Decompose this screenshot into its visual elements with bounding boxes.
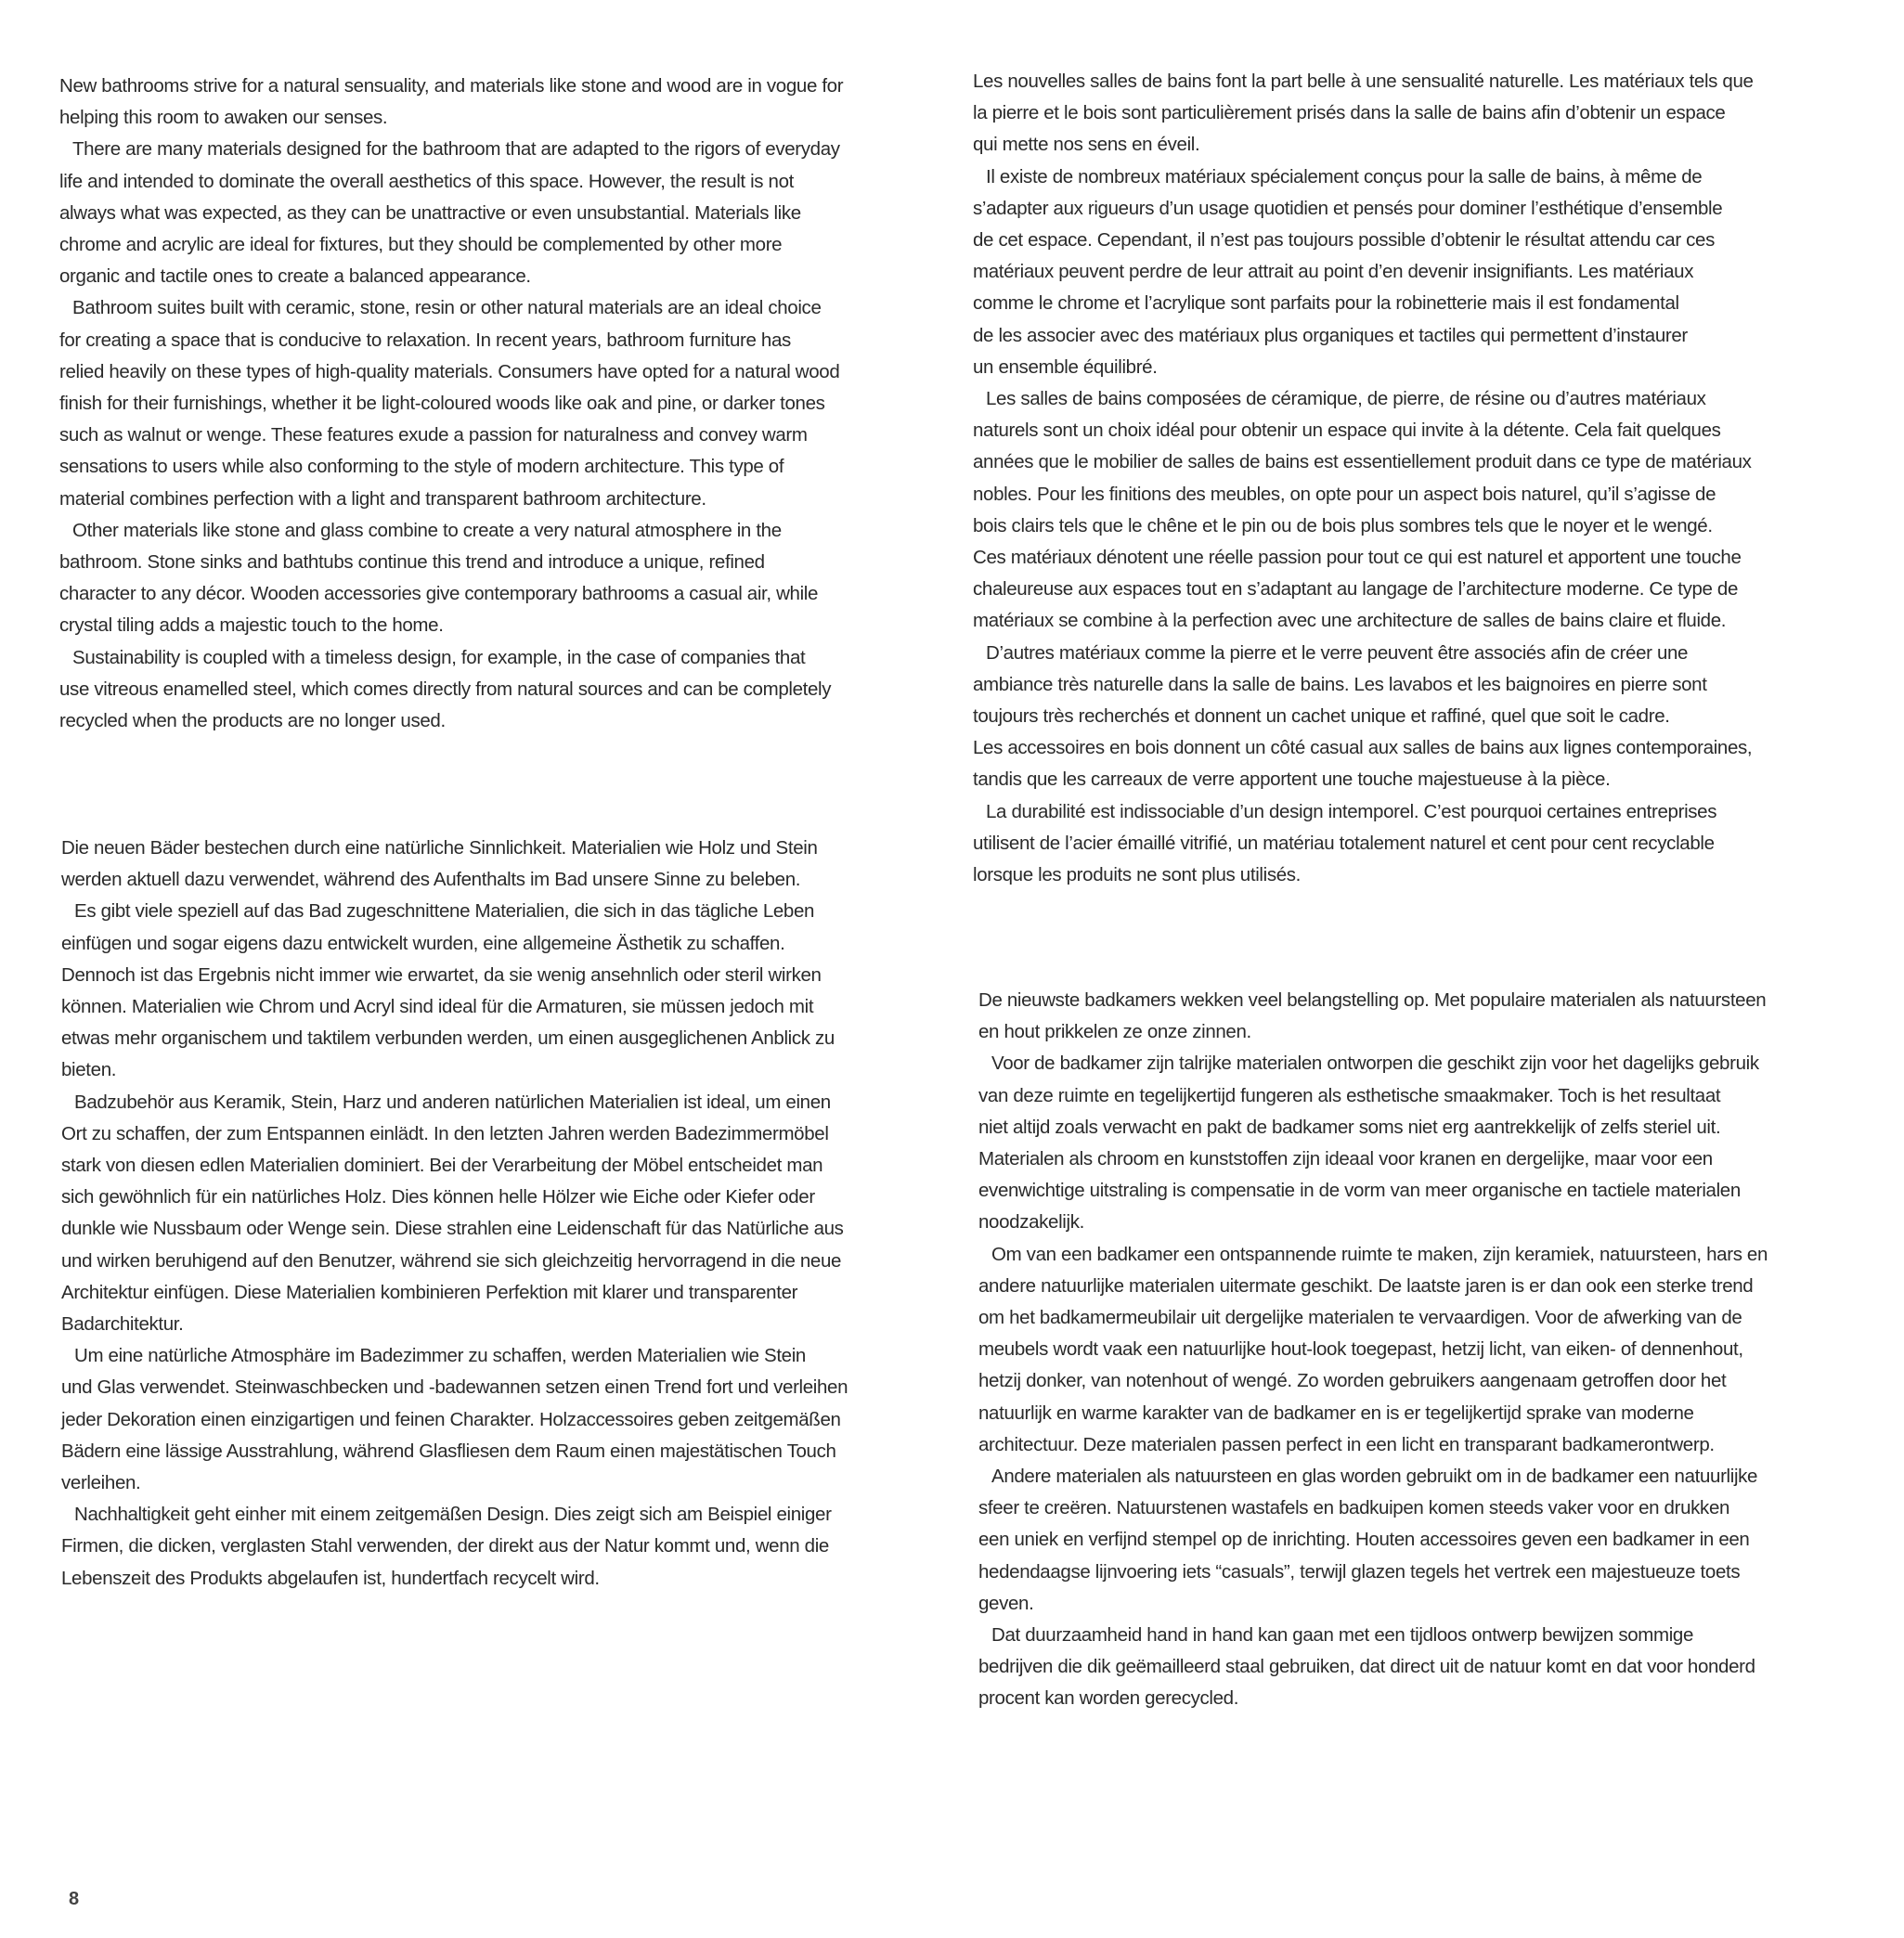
text-line: hedendaagse lijnvoering iets “casuals”, terwijl glazen tegels het vertrek een majestueuze toets — [978, 1560, 1741, 1583]
text-line: Il existe de nombreux matériaux spécialement conçus pour la salle de bains, à même de — [986, 165, 1703, 187]
text-line: om het badkamermeubilair uit dergelijke materialen te vervaardigen. Voor de afwerking van de — [978, 1307, 1742, 1329]
text-line: matériaux peuvent perdre de leur attrait au point d’en devenir insignifiants. Les matériaux — [973, 261, 1694, 283]
text-line: andere natuurlijke materialen uitermate geschikt. De laatste jaren is er dan ook een sterke trend — [978, 1274, 1754, 1297]
text-line: sich gewöhnlich für ein natürliches Holz. Dies können helle Hölzer wie Eiche oder Kiefer oder — [61, 1186, 815, 1208]
text-line: La durabilité est indissociable d’un design intemporel. C’est pourquoi certaines entreprises — [986, 800, 1717, 822]
text-line: Nachhaltigkeit geht einher mit einem zeitgemäßen Design. Dies zeigt sich am Beispiel einiger — [74, 1504, 832, 1526]
text-line: bedrijven die dik geëmailleerd staal gebruiken, dat direct uit de natuur komt en dat voor honderd — [978, 1656, 1755, 1678]
text-line: la pierre et le bois sont particulièrement prisés dans la salle de bains afin d’obtenir un espace — [973, 102, 1726, 124]
text-line: de les associer avec des matériaux plus organiques et tactiles qui permettent d’instaurer — [973, 324, 1688, 346]
text-line: Les nouvelles salles de bains font la part belle à une sensualité naturelle. Les matériaux tels que — [973, 71, 1754, 92]
text-line: chaleureuse aux espaces tout en s’adaptant au langage de l’architecture moderne. Ce type de — [973, 578, 1739, 601]
text-line: Om van een badkamer een ontspannende ruimte te maken, zijn keramiek, natuursteen, hars en — [991, 1243, 1768, 1265]
text-line: Dennoch ist das Ergebnis nicht immer wie erwartet, da sie wenig ansehnlich oder steril wirken — [61, 963, 822, 986]
text-line: können. Materialien wie Chrom und Acryl sind ideal für die Armaturen, sie müssen jedoch mit — [61, 996, 814, 1018]
text-line: tandis que les carreaux de verre apportent une touche majestueuse à la pièce. — [973, 769, 1611, 791]
text-line: such as walnut or wenge. These features exude a passion for naturalness and convey warm — [59, 424, 808, 446]
text-line: toujours très recherchés et donnent un cachet unique et raffiné, quel que soit le cadre. — [973, 705, 1670, 728]
text-line: utilisent de l’acier émaillé vitrifié, un matériau totalement naturel et cent pour cent recyclable — [973, 832, 1715, 854]
text-line: verleihen. — [61, 1472, 141, 1494]
text-line: Lebenszeit des Produkts abgelaufen ist, hundertfach recycelt wird. — [61, 1567, 600, 1589]
text-line: Bädern eine lässige Ausstrahlung, während Glasfliesen dem Raum einen majestätischen Touch — [61, 1440, 836, 1462]
text-line: chrome and acrylic are ideal for fixtures, but they should be complemented by other more — [59, 234, 783, 256]
text-line: There are many materials designed for the bathroom that are adapted to the rigors of everyday — [72, 138, 840, 161]
text-line: stark von diesen edlen Materialien dominiert. Bei der Verarbeitung der Möbel entscheidet man — [61, 1155, 823, 1177]
text-line: etwas mehr organischem und taktilem verbunden werden, um einen ausgeglichenen Anblick zu — [61, 1027, 835, 1050]
text-line: New bathrooms strive for a natural sensuality, and materials like stone and wood are in vogue for — [59, 75, 844, 97]
text-line: lorsque les produits ne sont plus utilisés. — [973, 864, 1302, 886]
text-line: natuurlijk en warme karakter van de badkamer en is er tegelijkertijd sprake van moderne — [978, 1402, 1694, 1424]
english-text-column — [59, 71, 932, 737]
text-line: geven. — [978, 1592, 1034, 1614]
text-line: meubels wordt vaak een natuurlijke hout-look toegepast, hetzij licht, van eiken- of dennenhout, — [978, 1338, 1743, 1361]
text-line: organic and tactile ones to create a balanced appearance. — [59, 265, 531, 288]
text-line: Architektur einfügen. Diese Materialien kombinieren Perfektion mit klarer und transparenter — [61, 1281, 798, 1303]
text-line: van deze ruimte en tegelijkertijd fungeren als esthetische smaakmaker. Toch is het resultaat — [978, 1084, 1721, 1106]
text-line: bathroom. Stone sinks and bathtubs continue this trend and introduce a unique, refined — [59, 551, 765, 574]
text-line: bieten. — [61, 1059, 117, 1081]
text-line: Andere materialen als natuursteen en glas worden gebruikt om in de badkamer een natuurlijke — [991, 1466, 1758, 1488]
text-line: Um eine natürliche Atmosphäre im Badezimmer zu schaffen, werden Materialien wie Stein — [74, 1345, 806, 1367]
text-line: Materialen als chroom en kunststoffen zijn ideaal voor kranen en dergelijke, maar voor een — [978, 1148, 1713, 1170]
text-line: recycled when the products are no longer used. — [59, 710, 446, 732]
text-line: De nieuwste badkamers wekken veel belangstelling op. Met populaire materialen als natuursteen — [978, 989, 1767, 1011]
text-line: een uniek en verfijnd stempel op de inrichting. Houten accessoires geven een badkamer in een — [978, 1529, 1750, 1551]
text-line: Voor de badkamer zijn talrijke materialen ontworpen die geschikt zijn voor het dagelijks gebruik — [991, 1053, 1759, 1075]
text-line: Es gibt viele speziell auf das Bad zugeschnittene Materialien, die sich in das tägliche Leben — [74, 900, 815, 923]
text-line: jeder Dekoration einen einzigartigen und feinen Charakter. Holzaccessoires geben zeitgemäßen — [61, 1408, 841, 1430]
text-line: werden aktuell dazu verwendet, während des Aufenthalts im Bad unsere Sinne zu beleben. — [61, 869, 801, 891]
text-line: life and intended to dominate the overall aesthetics of this space. However, the result is not — [59, 170, 794, 192]
text-line: un ensemble équilibré. — [973, 355, 1158, 378]
text-line: Other materials like stone and glass combine to create a very natural atmosphere in the — [72, 519, 782, 541]
text-line: de cet espace. Cependant, il n’est pas toujours possible d’obtenir le résultat attendu car ces — [973, 229, 1715, 252]
text-line: crystal tiling adds a majestic touch to the home. — [59, 614, 444, 637]
text-line: matériaux se combine à la perfection avec une architecture de salles de bains claire et fluide. — [973, 610, 1727, 632]
text-line: nobles. Pour les finitions des meubles, on opte pour un aspect bois naturel, qu’il s’agisse de — [973, 483, 1716, 505]
text-line: comme le chrome et l’acrylique sont parfaits pour la robinetterie mais il est fondamental — [973, 292, 1679, 315]
text-line: bois clairs tels que le chêne et le pin ou de bois plus sombres tels que le noyer et le wengé. — [973, 514, 1713, 536]
text-line: helping this room to awaken our senses. — [59, 107, 388, 129]
text-line: finish for their furnishings, whether it be light-coloured woods like oak and pine, or darker tones — [59, 393, 825, 415]
text-line: Ort zu schaffen, der zum Entspannen einlädt. In den letzten Jahren werden Badezimmermöbel — [61, 1122, 829, 1144]
text-line: hetzij donker, van notenhout of wengé. Zo worden gebruikers aangenaam getroffen door het — [978, 1370, 1727, 1392]
text-line: naturels sont un choix idéal pour obtenir un espace qui invite à la détente. Cela fait quelques — [973, 420, 1721, 442]
text-line: dunkle wie Nussbaum oder Wenge sein. Diese strahlen eine Leidenschaft für das Natürliche aus — [61, 1218, 844, 1240]
text-line: sfeer te creëren. Natuurstenen wastafels en badkuipen komen steeds vaker voor en drukken — [978, 1497, 1730, 1519]
text-line: ambiance très naturelle dans la salle de bains. Les lavabos et les baignoires en pierre sont — [973, 673, 1707, 695]
text-line: Les accessoires en bois donnent un côté casual aux salles de bains aux lignes contemporaines, — [973, 737, 1753, 759]
german-text-column — [61, 833, 934, 1595]
text-line: relied heavily on these types of high-quality materials. Consumers have opted for a natural wood — [59, 360, 840, 382]
text-line: s’adapter aux rigueurs d’un usage quotidien et pensés pour dominer l’esthétique d’ensemble — [973, 197, 1723, 219]
text-line: Bathroom suites built with ceramic, stone, resin or other natural materials are an ideal choice — [72, 297, 822, 319]
text-line: qui mette nos sens en éveil. — [973, 134, 1200, 156]
text-line: Les salles de bains composées de céramique, de pierre, de résine ou d’autres matériaux — [986, 388, 1706, 410]
text-line: architectuur. Deze materialen passen perfect in een licht en transparant badkamerontwerp. — [978, 1433, 1715, 1455]
text-line: use vitreous enamelled steel, which comes directly from natural sources and can be completely — [59, 678, 832, 700]
text-line: années que le mobilier de salles de bains est essentiellement produit dans ce type de matériaux — [973, 451, 1752, 473]
text-line: Ces matériaux dénotent une réelle passion pour tout ce qui est naturel et apportent une touche — [973, 547, 1742, 569]
text-line: Badarchitektur. — [61, 1313, 184, 1336]
text-line: Die neuen Bäder bestechen durch eine natürliche Sinnlichkeit. Materialien wie Holz und Stein — [61, 837, 818, 859]
text-line: evenwichtige uitstraling is compensatie in de vorm van meer organische en tactiele materialen — [978, 1180, 1741, 1202]
french-text-column — [973, 66, 1846, 891]
page-number: 8 — [69, 1889, 80, 1909]
text-line: noodzakelijk. — [978, 1211, 1084, 1234]
text-line: niet altijd zoals verwacht en pakt de badkamer soms niet erg aantrekkelijk of zelfs steriel uit. — [978, 1116, 1721, 1138]
text-line: Sustainability is coupled with a timeless design, for example, in the case of companies that — [72, 646, 806, 668]
text-line: und Glas verwendet. Steinwaschbecken und -badewannen setzen einen Trend fort und verleihen — [61, 1376, 848, 1399]
text-line: und wirken beruhigend auf den Benutzer, während sie sich gleichzeitig hervorragend in die neue — [61, 1249, 842, 1272]
text-line: D’autres matériaux comme la pierre et le verre peuvent être associés afin de créer une — [986, 641, 1689, 664]
text-line: Firmen, die dicken, verglasten Stahl verwenden, der direkt aus der Natur kommt und, wenn die — [61, 1535, 829, 1557]
text-line: sensations to users while also conforming to the style of modern architecture. This type of — [59, 456, 784, 478]
text-line: material combines perfection with a light and transparent bathroom architecture. — [59, 487, 706, 510]
text-line: character to any décor. Wooden accessories give contemporary bathrooms a casual air, while — [59, 583, 819, 605]
text-line: Badzubehör aus Keramik, Stein, Harz und anderen natürlichen Materialien ist ideal, um einen — [74, 1091, 831, 1113]
text-line: Dat duurzaamheid hand in hand kan gaan met een tijdloos ontwerp bewijzen sommige — [991, 1624, 1694, 1647]
dutch-text-column — [978, 985, 1851, 1715]
text-line: always what was expected, as they can be unattractive or even unsubstantial. Materials like — [59, 201, 801, 224]
text-line: for creating a space that is conducive to relaxation. In recent years, bathroom furniture has — [59, 329, 791, 351]
text-line: procent kan worden gerecycled. — [978, 1687, 1239, 1710]
text-line: einfügen und sogar eigens dazu entwickelt wurden, eine allgemeine Ästhetik zu schaffen. — [61, 932, 785, 954]
text-line: en hout prikkelen ze onze zinnen. — [978, 1021, 1251, 1043]
